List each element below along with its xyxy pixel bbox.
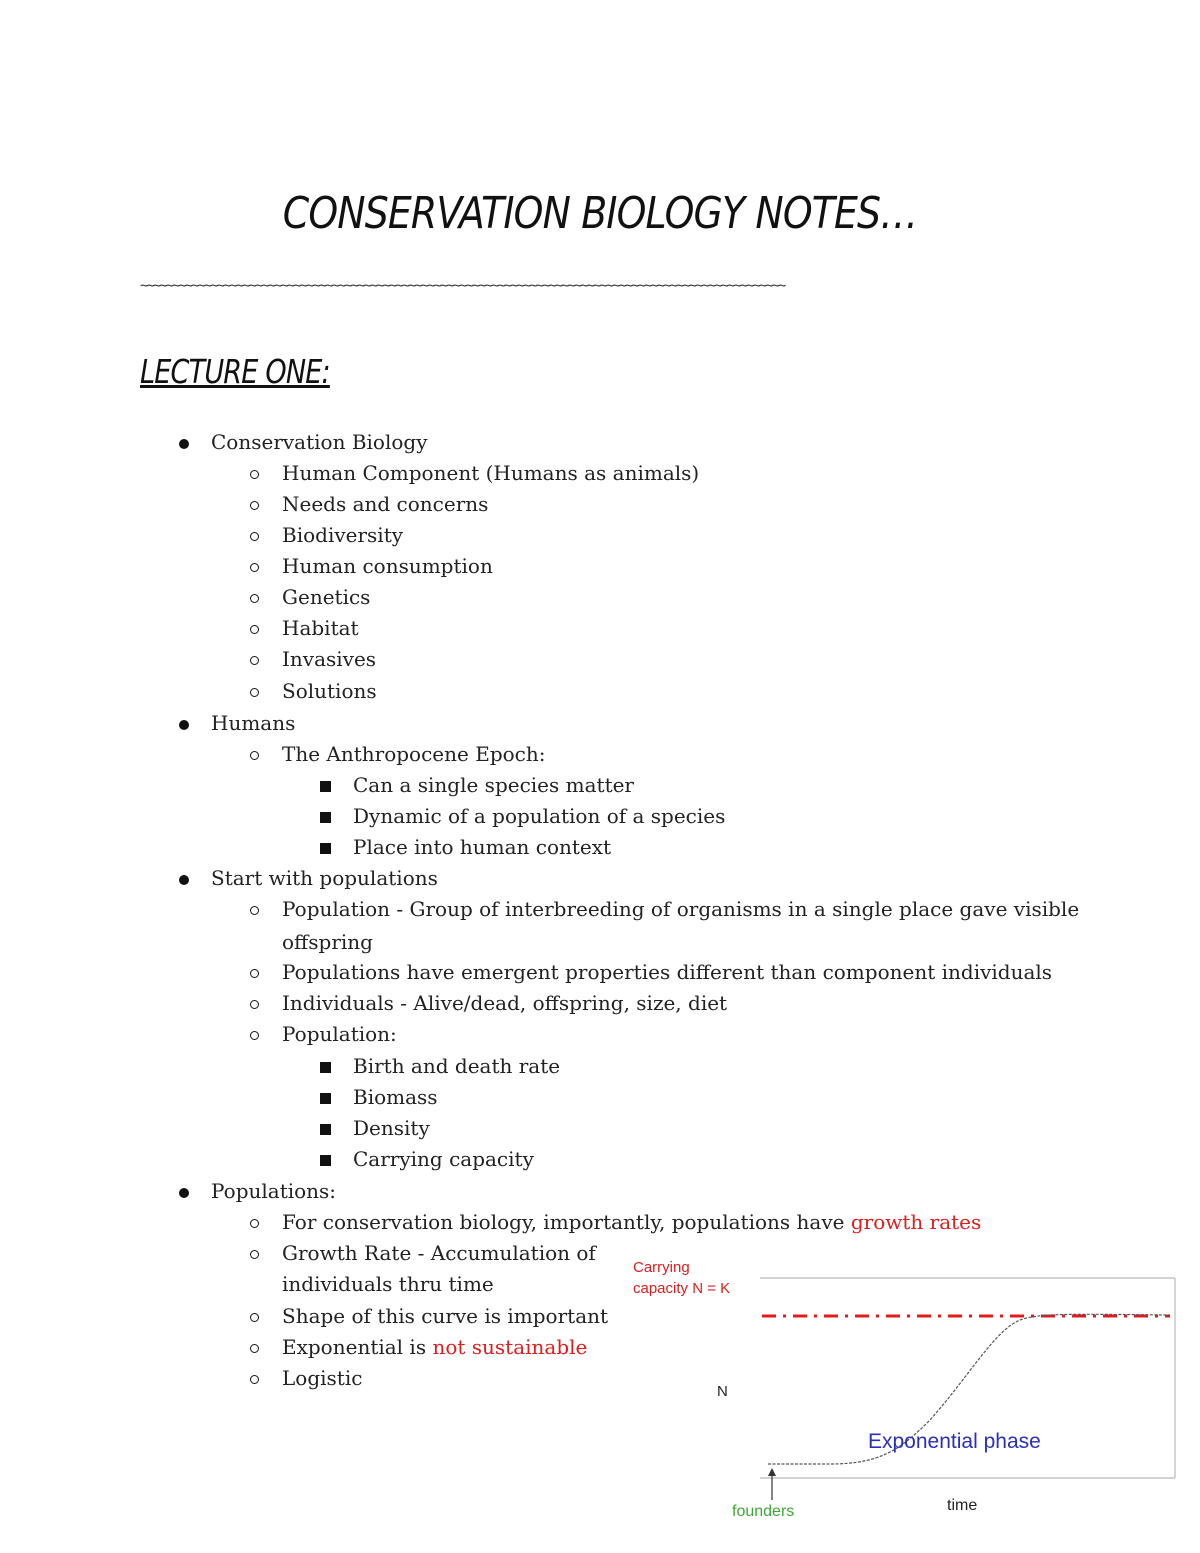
divider-line: ~~~~~~~~~~~~~~~~~~~~~~~~~~~~~~~~~~~~~~~~~~~~~~~~~~~~~~~~~~~~~~~~~~~~~~~~~~~~~~~~~~~~~~~~~~~~~~~~~~~~~ bbox=[140, 278, 785, 294]
carrying-capacity-label bbox=[633, 1257, 730, 1299]
logistic-figure bbox=[600, 1250, 1190, 1550]
bullet-circle bbox=[250, 688, 259, 697]
founders-label: founders bbox=[732, 1503, 795, 1520]
bullet-circle bbox=[250, 625, 259, 634]
outline-item bbox=[282, 1332, 587, 1363]
bullet-circle bbox=[250, 532, 259, 541]
bullet-dot bbox=[179, 439, 189, 449]
highlight-text: growth rates bbox=[850, 1210, 982, 1234]
bullet-square bbox=[320, 1093, 331, 1104]
outline-item: Can a single species matter bbox=[353, 773, 634, 797]
bullet-circle bbox=[250, 1031, 259, 1040]
carrying-capacity-line2: capacity N = K bbox=[633, 1280, 731, 1297]
outline-item: Density bbox=[353, 1116, 430, 1140]
outline-item: Carrying capacity bbox=[353, 1147, 534, 1171]
bullet-circle bbox=[250, 751, 259, 760]
bullet-circle bbox=[250, 1000, 259, 1009]
outline-item: Dynamic of a population of a species bbox=[353, 804, 726, 828]
bullet-circle bbox=[250, 906, 259, 915]
founders-arrow-head bbox=[768, 1468, 776, 1476]
outline-item: Solutions bbox=[282, 679, 377, 703]
bullet-dot bbox=[179, 875, 189, 885]
bullet-square bbox=[320, 1062, 331, 1073]
outline-item: Needs and concerns bbox=[282, 492, 489, 516]
outline-item: Birth and death rate bbox=[353, 1054, 561, 1078]
outline-item-continuation: offspring bbox=[282, 930, 373, 954]
bullet-dot bbox=[179, 720, 189, 730]
y-axis-label: N bbox=[717, 1383, 728, 1400]
bullet-circle bbox=[250, 1219, 259, 1228]
bullet-circle bbox=[250, 501, 259, 510]
bullet-square bbox=[320, 843, 331, 854]
bullet-circle bbox=[250, 1313, 259, 1322]
bullet-circle bbox=[250, 563, 259, 572]
outline-item bbox=[282, 1207, 981, 1238]
outline-item: Individuals - Alive/dead, offspring, size, diet bbox=[282, 991, 728, 1015]
bullet-circle bbox=[250, 1250, 259, 1259]
bullet-circle bbox=[250, 1344, 259, 1353]
carrying-capacity-line1: Carrying bbox=[633, 1259, 690, 1276]
outline-item-continuation: individuals thru time bbox=[282, 1272, 494, 1296]
outline-item: The Anthropocene Epoch: bbox=[282, 742, 546, 766]
outline-item: Biodiversity bbox=[282, 523, 404, 547]
bullet-square bbox=[320, 1155, 331, 1166]
bullet-circle bbox=[250, 1375, 259, 1384]
bullet-dot bbox=[179, 1188, 189, 1198]
outline-item: Populations have emergent properties different than component individuals bbox=[282, 960, 1053, 984]
outline-item: Humans bbox=[211, 711, 296, 735]
bullet-circle bbox=[250, 969, 259, 978]
outline-item: Invasives bbox=[282, 647, 377, 671]
outline-text: Exponential is bbox=[282, 1335, 433, 1359]
outline-item: Human Component (Humans as animals) bbox=[282, 461, 700, 485]
outline-item: Shape of this curve is important bbox=[282, 1304, 609, 1328]
bullet-square bbox=[320, 781, 331, 792]
bullet-circle bbox=[250, 656, 259, 665]
outline-item: Start with populations bbox=[211, 866, 438, 890]
outline-item: Place into human context bbox=[353, 835, 612, 859]
bullet-square bbox=[320, 1124, 331, 1135]
exponential-phase-label: Exponential phase bbox=[868, 1430, 1041, 1453]
outline-item: Population: bbox=[282, 1022, 397, 1046]
outline-item: Conservation Biology bbox=[211, 430, 428, 454]
page-title: CONSERVATION BIOLOGY NOTES… bbox=[282, 188, 918, 239]
lecture-heading: LECTURE ONE: bbox=[140, 352, 330, 391]
x-axis-label: time bbox=[947, 1497, 978, 1514]
highlight-text: not sustainable bbox=[432, 1335, 588, 1359]
outline-text: For conservation biology, importantly, populations have bbox=[282, 1210, 851, 1234]
outline-item: Human consumption bbox=[282, 554, 493, 578]
outline-item: Habitat bbox=[282, 616, 359, 640]
outline-item: Genetics bbox=[282, 585, 371, 609]
outline-item: Population - Group of interbreeding of organisms in a single place gave visible bbox=[282, 897, 1080, 921]
outline-item: Biomass bbox=[353, 1085, 438, 1109]
outline-item: Populations: bbox=[211, 1179, 337, 1203]
outline-item: Growth Rate - Accumulation of bbox=[282, 1241, 596, 1265]
bullet-circle bbox=[250, 594, 259, 603]
bullet-circle bbox=[250, 470, 259, 479]
bullet-square bbox=[320, 812, 331, 823]
outline-item: Logistic bbox=[282, 1366, 363, 1390]
